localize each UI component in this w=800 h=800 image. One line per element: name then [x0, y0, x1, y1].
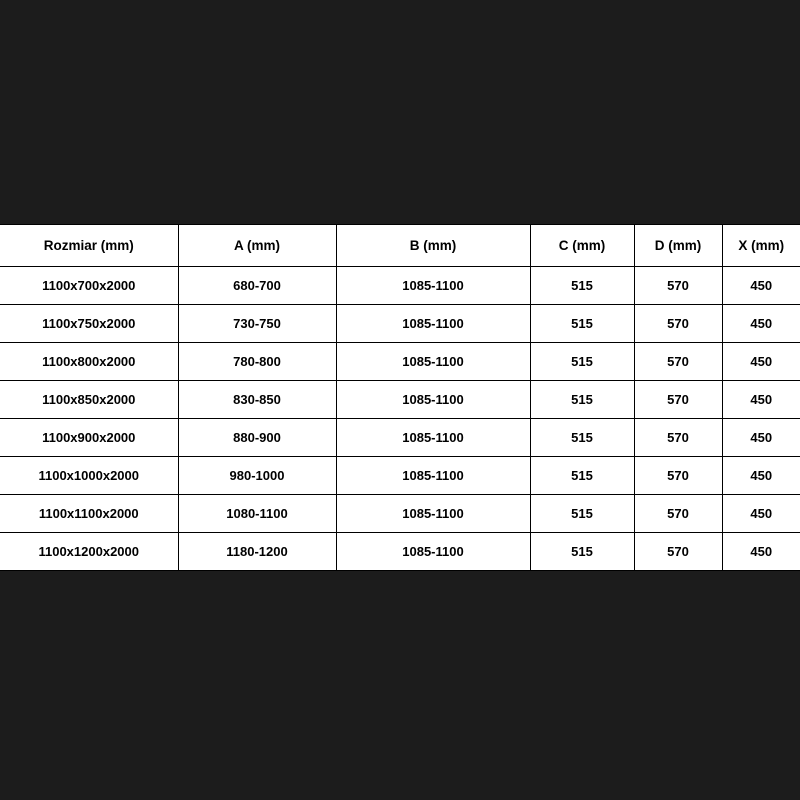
table-row — [0, 419, 800, 457]
cell-x: 450 — [722, 495, 800, 533]
cell-c: 515 — [530, 343, 634, 381]
cell-x: 450 — [722, 419, 800, 457]
cell-d: 570 — [634, 495, 722, 533]
table-row — [0, 343, 800, 381]
table-row — [0, 381, 800, 419]
column-header-b: B (mm) — [336, 225, 530, 267]
cell-x: 450 — [722, 267, 800, 305]
cell-x: 450 — [722, 457, 800, 495]
cell-x: 450 — [722, 381, 800, 419]
cell-d: 570 — [634, 267, 722, 305]
table-row — [0, 305, 800, 343]
cell-c: 515 — [530, 457, 634, 495]
cell-c: 515 — [530, 533, 634, 571]
cell-rozmiar: 1100x700x2000 — [0, 267, 178, 305]
cell-rozmiar: 1100x800x2000 — [0, 343, 178, 381]
cell-b: 1085-1100 — [336, 381, 530, 419]
cell-rozmiar: 1100x1000x2000 — [0, 457, 178, 495]
table-body — [0, 267, 800, 571]
column-header-c: C (mm) — [530, 225, 634, 267]
cell-b: 1085-1100 — [336, 533, 530, 571]
cell-rozmiar: 1100x1200x2000 — [0, 533, 178, 571]
cell-b: 1085-1100 — [336, 457, 530, 495]
cell-c: 515 — [530, 381, 634, 419]
table-row — [0, 457, 800, 495]
table-header — [0, 225, 800, 267]
cell-b: 1085-1100 — [336, 305, 530, 343]
table-row — [0, 533, 800, 571]
cell-d: 570 — [634, 381, 722, 419]
cell-c: 515 — [530, 419, 634, 457]
cell-a: 980-1000 — [178, 457, 336, 495]
table-header-row — [0, 225, 800, 267]
cell-d: 570 — [634, 533, 722, 571]
column-header-rozmiar: Rozmiar (mm) — [0, 225, 178, 267]
table-row — [0, 495, 800, 533]
cell-d: 570 — [634, 343, 722, 381]
cell-d: 570 — [634, 457, 722, 495]
cell-x: 450 — [722, 305, 800, 343]
cell-a: 730-750 — [178, 305, 336, 343]
cell-b: 1085-1100 — [336, 267, 530, 305]
cell-rozmiar: 1100x1100x2000 — [0, 495, 178, 533]
cell-x: 450 — [722, 343, 800, 381]
table-row — [0, 267, 800, 305]
size-table — [0, 224, 800, 571]
cell-rozmiar: 1100x900x2000 — [0, 419, 178, 457]
cell-b: 1085-1100 — [336, 343, 530, 381]
cell-a: 1080-1100 — [178, 495, 336, 533]
column-header-x: X (mm) — [722, 225, 800, 267]
cell-d: 570 — [634, 419, 722, 457]
cell-b: 1085-1100 — [336, 419, 530, 457]
cell-c: 515 — [530, 267, 634, 305]
cell-rozmiar: 1100x750x2000 — [0, 305, 178, 343]
column-header-a: A (mm) — [178, 225, 336, 267]
cell-a: 680-700 — [178, 267, 336, 305]
cell-d: 570 — [634, 305, 722, 343]
cell-x: 450 — [722, 533, 800, 571]
cell-c: 515 — [530, 305, 634, 343]
cell-c: 515 — [530, 495, 634, 533]
cell-a: 830-850 — [178, 381, 336, 419]
column-header-d: D (mm) — [634, 225, 722, 267]
cell-b: 1085-1100 — [336, 495, 530, 533]
cell-rozmiar: 1100x850x2000 — [0, 381, 178, 419]
size-table-container — [0, 224, 800, 571]
cell-a: 1180-1200 — [178, 533, 336, 571]
cell-a: 880-900 — [178, 419, 336, 457]
cell-a: 780-800 — [178, 343, 336, 381]
